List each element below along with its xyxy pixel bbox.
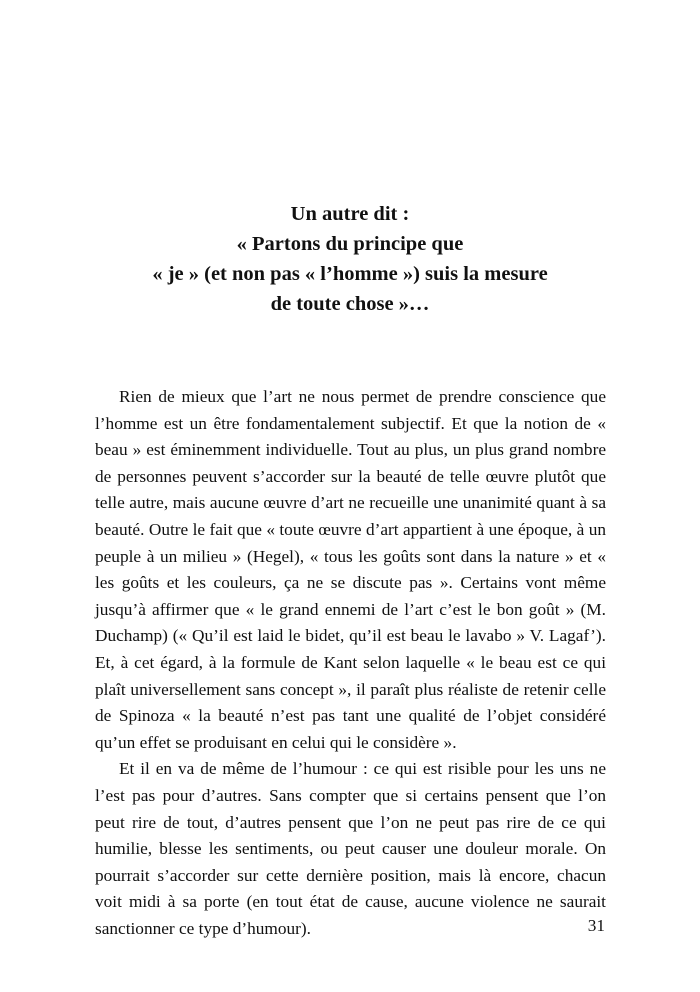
paragraph: Et il en va de même de l’humour : ce qui est risible pour les uns ne l’est pas pour d’autres. Sans compter que si certains pensent que l’on peut rire de tout, d’autres pensent que l’on ne peut pas rire de ce qui humilie, blesse les sentiments, ou peut causer une douleur morale. On pourrait s’accorder sur cette dernière position, mais là encore, chacun voit midi à sa porte (en tout état de cause, aucune violence ne saurait sanctionner ce type d’humour). (95, 759, 606, 938)
heading-line: de toute chose »… (270, 293, 430, 315)
paragraph: Rien de mieux que l’art ne nous permet de prendre conscience que l’homme est un être fondamentalement subjectif. Et que la notion de « beau » est éminemment individuelle. Tout au plus, un plus grand nombre de personnes peuvent s’accorder sur la beauté de telle œuvre plutôt que telle autre, mais aucune œuvre d’art ne recueille une unanimité quant à sa beauté. Outre le fait que « toute œuvre d’art appartient à une époque, à un peuple à un milieu » (Hegel), « tous les goûts sont dans la nature » et « les goûts et les couleurs, ça ne se discute pas ». Certains vont même jusqu’à affirmer que « le grand ennemi de l’art c’est le bon goût » (M. Duchamp) (« Qu’il est laid le bidet, qu’il est beau le lavabo » V. Lagaf’). Et, à cet égard, à la formule de Kant selon laquelle « le beau est ce qui plaît universellement sans concept », il paraît plus réaliste de retenir celle de Spinoza « la beauté n’est pas tant une qualité de l’objet considéré qu’un effet se produisant en celui qui le considère ». (95, 387, 606, 752)
heading-line: Un autre dit : (290, 203, 410, 225)
body-text (95, 384, 606, 942)
chapter-heading (80, 199, 620, 319)
page-number: 31 (587, 916, 605, 935)
heading-line: « Partons du principe que (236, 233, 464, 255)
heading-line: « je » (et non pas « l’homme ») suis la mesure (152, 263, 548, 285)
